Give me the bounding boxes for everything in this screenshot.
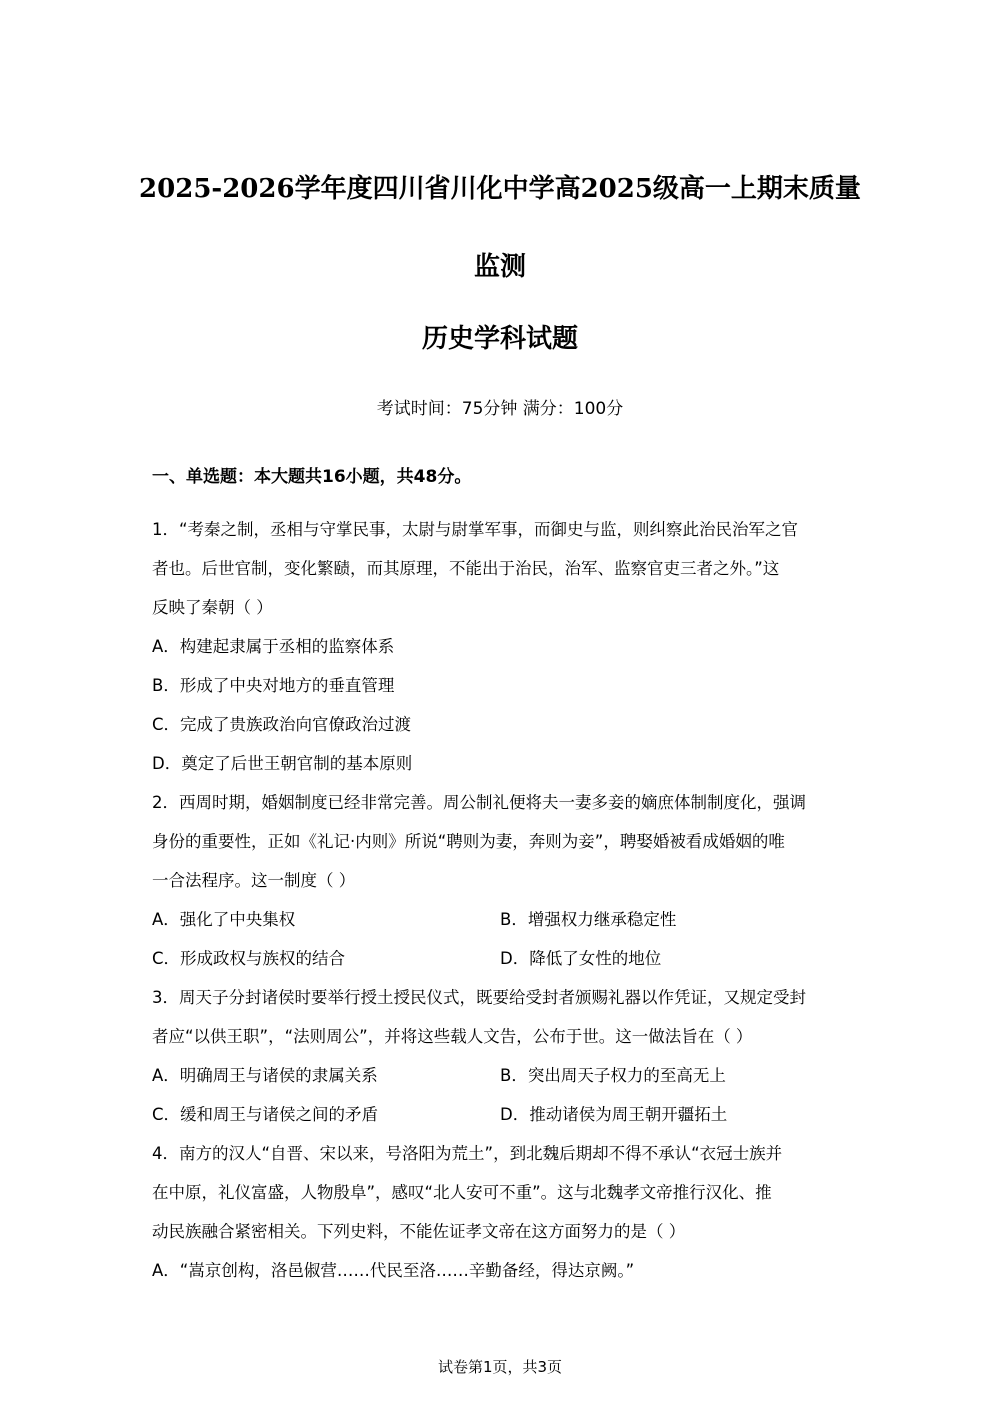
question-4-option-a: A．“嵩京创构，洛邑俶营……代民至洛……辛勤备经，得达京阙。” [152,1261,635,1280]
question-2-option-a: A．强化了中央集权 [152,910,296,929]
question-1-line-3: 反映了秦朝（ ） [152,598,273,617]
question-1-option-d: D．奠定了后世王朝官制的基本原则 [152,754,413,773]
question-3-option-c: C．缓和周王与诸侯之间的矛盾 [152,1105,379,1124]
question-2-option-c: C．形成政权与族权的结合 [152,949,346,968]
exam-title-line2: 监测 [473,252,526,282]
question-2-line-3: 一合法程序。这一制度（ ） [152,871,356,890]
question-2-line-2: 身份的重要性，正如《礼记·内则》所说“聘则为妻，奔则为妾”，聘娶婚被看成婚姻的唯 [152,832,785,851]
question-3-line-2: 者应“以供王职”，“法则周公”，并将这些载人文告，公布于世。这一做法旨在（ ） [152,1027,753,1046]
question-2-option-b: B．增强权力继承稳定性 [500,910,677,929]
question-4-line-1: 4．南方的汉人“自晋、宋以来，号洛阳为荒土”，到北魏后期却不得不承认“衣冠士族并 [152,1144,783,1163]
question-3-line-1: 3．周天子分封诸侯时要举行授土授民仪式，既要给受封者颁赐礼器以作凭证，又规定受封 [152,988,806,1007]
question-1-option-a: A．构建起隶属于丞相的监察体系 [152,637,395,656]
section-heading: 一、单选题：本大题共16小题，共48分。 [152,467,472,487]
question-3-option-d: D．推动诸侯为周王朝开疆拓土 [500,1105,728,1124]
question-1-option-b: B．形成了中央对地方的垂直管理 [152,676,395,695]
question-1-line-1: 1．“考秦之制，丞相与守掌民事，太尉与尉掌军事，而御史与监，则纠察此治民治军之官 [152,520,799,539]
question-3-option-a: A．明确周王与诸侯的隶属关系 [152,1066,378,1085]
question-2-line-1: 2．西周时期，婚姻制度已经非常完善。周公制礼便将夫一妻多妾的嫡庶体制制度化，强调 [152,793,806,812]
exam-title-line1: 2025-2026学年度四川省川化中学高2025级高一上期末质量 [139,174,861,204]
question-4-line-3: 动民族融合紧密相关。下列史料，不能佐证孝文帝在这方面努力的是（ ） [152,1222,686,1241]
question-2-option-d: D．降低了女性的地位 [500,949,662,968]
question-4-line-2: 在中原，礼仪富盛，人物殷阜”，感叹“北人安可不重”。这与北魏孝文帝推行汉化、推 [152,1183,772,1202]
question-1-option-c: C．完成了贵族政治向官僚政治过渡 [152,715,412,734]
page-footer: 试卷第1页，共3页 [437,1358,563,1376]
question-3-option-b: B．突出周天子权力的至高无上 [500,1066,726,1085]
exam-subtitle: 历史学科试题 [421,324,578,354]
question-1-line-2: 者也。后世官制，变化繁赜，而其原理，不能出于治民，治军、监察官吏三者之外。”这 [152,559,780,578]
exam-info: 考试时间：75分钟 满分：100分 [376,399,624,419]
